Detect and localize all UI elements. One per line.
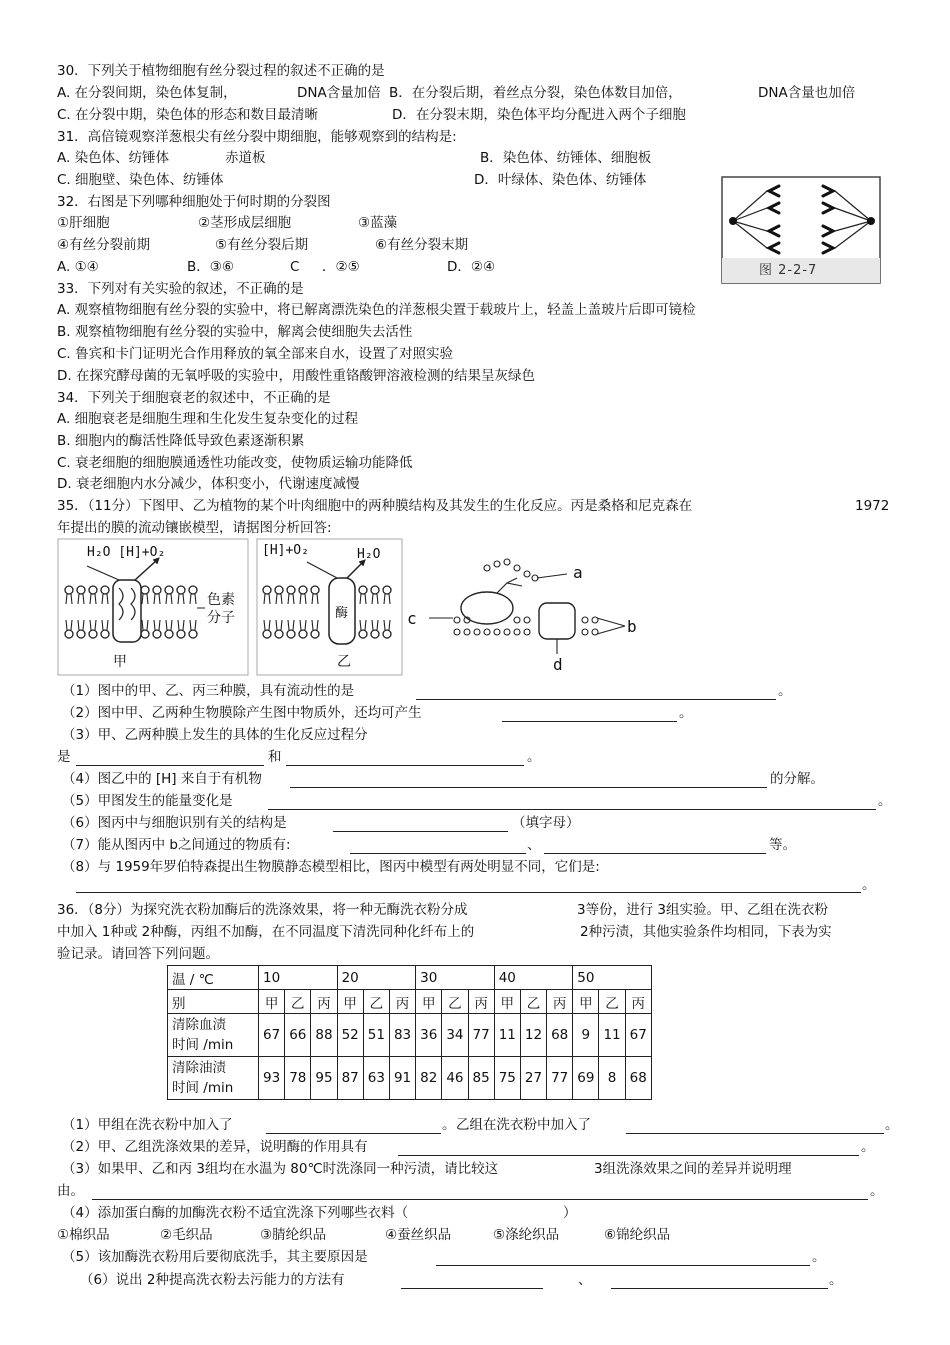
table-row (168, 990, 652, 1014)
close-paren: ） (563, 1205, 577, 1221)
table-cell: 丙 (389, 990, 415, 1014)
q34-option-b: B. 细胞内的酶活性降低导致色素逐渐积累 (57, 433, 305, 449)
spindle-figure (721, 176, 881, 284)
table-cell: 甲 (337, 990, 363, 1014)
q33-option-c: C. 鲁宾和卡门证明光合作用释放的氧全部来自水，设置了对照实验 (57, 346, 454, 362)
answer-blank[interactable] (611, 1288, 828, 1289)
answer-blank[interactable] (502, 721, 677, 722)
q36-sub1: （1）甲组在洗衣粉中加入了 (62, 1117, 233, 1133)
fabric-option: ②毛织品 (160, 1227, 213, 1243)
table-cell: 46 (442, 1057, 468, 1100)
q35-sub3: （3）甲、乙两种膜上发生的具体的生化反应过程分 (62, 727, 368, 743)
answer-blank[interactable] (401, 1288, 543, 1289)
table-header-cell: 温 / ℃ (168, 966, 259, 990)
period: 。 (778, 683, 792, 699)
table-cell: 67 (625, 1014, 651, 1057)
table-header-cell: 20 (337, 966, 416, 990)
table-row (168, 1057, 652, 1100)
q36-sub4: （4）添加蛋白酶的加酶洗衣粉不适宜洗涤下列哪些衣料（ (62, 1205, 409, 1221)
q31-option-a: A. 染色体、纺锤体 (57, 150, 170, 166)
pigment-label-1: 色素 (207, 592, 235, 608)
q31-stem: 31．高倍镜观察洋葱根尖有丝分裂中期细胞，能够观察到的结构是: (57, 129, 457, 145)
q30-option-b-cont: DNA含量也加倍 (758, 85, 856, 101)
table-cell: 11 (494, 1014, 520, 1057)
period: 。 (829, 1272, 843, 1288)
q36-stem-line2-cont: 2种污渍，其他实验条件均相同，下表为实 (580, 924, 832, 940)
label-c: c (407, 609, 417, 628)
q30-option-c: C. 在分裂中期，染色体的形态和数目最清晰 (57, 107, 319, 123)
period: 。 (862, 877, 876, 893)
table-cell: 丙 (311, 990, 337, 1014)
pigment-label-2: 分子 (207, 610, 235, 626)
q33-option-a: A. 观察植物细胞有丝分裂的实验中，将已解离漂洗染色的洋葱根尖置于载玻片上，轻盖上盖玻片后即可镜检 (57, 302, 696, 318)
q32-option-d: D．②④ (447, 259, 496, 275)
experiment-table (167, 965, 652, 1100)
q30-option-a-cont: DNA含量加倍 (297, 85, 381, 101)
table-cell: 78 (285, 1057, 311, 1100)
yi-top-label-2: H₂O (357, 547, 381, 562)
q32-item-2: ②茎形成层细胞 (198, 215, 292, 231)
answer-blank[interactable] (416, 699, 776, 700)
answer-blank[interactable] (76, 892, 861, 893)
q35-sub3-cont: 是 (57, 749, 71, 765)
period: 。 (885, 1117, 899, 1133)
table-cell: 8 (599, 1057, 625, 1100)
fabric-option: ④蚕丝织品 (385, 1227, 452, 1243)
table-cell: 68 (625, 1057, 651, 1100)
answer-blank[interactable] (286, 765, 524, 766)
fabric-option: ⑥锦纶织品 (604, 1227, 671, 1243)
period: 。 (878, 793, 892, 809)
q36-stem-line2: 中加入 1种或 2种酶，丙组不加酶，在不同温度下清洗同种化纤布上的 (57, 924, 475, 940)
yi-label: 乙 (337, 654, 351, 670)
row-label-line2: 时间 /min (172, 1080, 234, 1096)
q35-sub2: （2）图中甲、乙两种生物膜除产生图中物质外，还均可产生 (62, 705, 422, 721)
answer-blank[interactable] (266, 1133, 441, 1134)
enzyme-label: 酶 (335, 606, 349, 621)
q32-item-6: ⑥有丝分裂末期 (375, 237, 469, 253)
table-cell: 34 (442, 1014, 468, 1057)
table-cell: 乙 (285, 990, 311, 1014)
table-cell: 66 (285, 1014, 311, 1057)
q31-option-b: B．染色体、纺锤体、细胞板 (480, 150, 652, 166)
table-cell: 甲 (416, 990, 442, 1014)
table-cell: 91 (389, 1057, 415, 1100)
table-cell: 12 (520, 1014, 546, 1057)
jia-label: 甲 (113, 654, 127, 670)
q33-option-b: B. 观察植物细胞有丝分裂的实验中，解离会使细胞失去活性 (57, 324, 413, 340)
q32-item-5: ⑤有丝分裂后期 (215, 237, 309, 253)
answer-blank[interactable] (398, 1155, 859, 1156)
answer-blank[interactable] (626, 1133, 884, 1134)
row-label (168, 1057, 259, 1100)
table-cell: 63 (363, 1057, 389, 1100)
table-cell: 丙 (547, 990, 573, 1014)
fabric-option: ③腈纶织品 (260, 1227, 327, 1243)
q34-option-c: C. 衰老细胞的细胞膜通透性功能改变，使物质运输功能降低 (57, 455, 413, 471)
q36-sub2: （2）甲、乙组洗涤效果的差异，说明酶的作用具有 (62, 1139, 368, 1155)
table-cell: 11 (599, 1014, 625, 1057)
yi-top-label-1: [H]+O₂ (262, 543, 309, 558)
q36-sub3-end: 由。 (57, 1183, 84, 1199)
q32-item-1: ①肝细胞 (57, 215, 110, 231)
table-cell: 93 (259, 1057, 285, 1100)
answer-blank[interactable] (92, 1199, 868, 1200)
row-label-line2: 时间 /min (172, 1037, 234, 1053)
q33-stem: 33．下列对有关实验的叙述，不正确的是 (57, 281, 304, 297)
table-cell: 69 (573, 1057, 599, 1100)
table-cell: 67 (259, 1014, 285, 1057)
q36-sub5: （5）该加酶洗衣粉用后要彻底洗手，其主要原因是 (62, 1249, 368, 1265)
q30-stem: 30．下列关于植物细胞有丝分裂过程的叙述不正确的是 (57, 63, 385, 79)
q32-item-4: ④有丝分裂前期 (57, 237, 151, 253)
q32-item-3: ③蓝藻 (358, 215, 398, 231)
table-cell: 乙 (599, 990, 625, 1014)
jia-top-label: H₂O [H]+O₂ (87, 545, 166, 560)
label-d: d (553, 655, 563, 674)
table-cell: 52 (337, 1014, 363, 1057)
table-cell: 83 (389, 1014, 415, 1057)
table-header-cell: 50 (573, 966, 652, 990)
table-cell: 85 (468, 1057, 494, 1100)
figure-caption: 图 2-2-7 (759, 263, 818, 278)
sub7-end: 等。 (769, 837, 796, 853)
q35-sub6: （6）图丙中与细胞识别有关的结构是 (62, 815, 287, 831)
table-cell: 88 (311, 1014, 337, 1057)
table-header-cell: 别 (168, 990, 259, 1014)
table-cell: 甲 (573, 990, 599, 1014)
period: 。 (812, 1249, 826, 1265)
q35-sub1: （1）图中的甲、乙、丙三种膜，具有流动性的是 (62, 683, 355, 699)
table-cell: 乙 (442, 990, 468, 1014)
label-a: a (573, 563, 583, 582)
sub4-end: 的分解。 (770, 771, 824, 787)
q32-option-a: A. ①④ (57, 259, 99, 275)
answer-blank[interactable] (544, 853, 766, 854)
table-cell: 77 (547, 1057, 573, 1100)
table-cell: 75 (494, 1057, 520, 1100)
table-cell: 51 (363, 1014, 389, 1057)
period: 。 (527, 749, 541, 765)
table-cell: 87 (337, 1057, 363, 1100)
answer-blank[interactable] (268, 809, 876, 810)
q30-option-b: B．在分裂后期，着丝点分裂，染色体数目加倍， (389, 85, 682, 101)
table-row (168, 1014, 652, 1057)
table-cell: 甲 (494, 990, 520, 1014)
answer-blank[interactable] (350, 853, 526, 854)
table-cell: 乙 (520, 990, 546, 1014)
q32-option-b: B．③⑥ (187, 259, 234, 275)
q36-sub3: （3）如果甲、乙和丙 3组均在水温为 80℃时洗涤同一种污渍，请比较这 (62, 1161, 499, 1177)
and-label: 和 (268, 749, 282, 765)
membrane-figure (57, 538, 647, 678)
table-header-cell: 40 (494, 966, 573, 990)
q36-stem-cont: 3等份，进行 3组实验。甲、乙组在洗衣粉 (577, 902, 828, 918)
table-cell: 27 (520, 1057, 546, 1100)
fabric-option: ①棉织品 (57, 1227, 110, 1243)
fabric-option: ⑤涤纶织品 (493, 1227, 560, 1243)
table-cell: 82 (416, 1057, 442, 1100)
q36-sub3-cont: 3组洗涤效果之间的差异并说明理 (594, 1161, 792, 1177)
row-label (168, 1014, 259, 1057)
separator: 、 (527, 837, 541, 853)
table-cell: 9 (573, 1014, 599, 1057)
table-row (168, 966, 652, 990)
q30-option-d: D．在分裂末期，染色体平均分配进入两个子细胞 (392, 107, 686, 123)
q31-option-c: C. 细胞壁、染色体、纺锤体 (57, 172, 224, 188)
period: 。 (442, 1117, 456, 1133)
q35-sub8: （8）与 1959年罗伯特森提出生物膜静态模型相比，图丙中模型有两处明显不同，它们是: (62, 859, 600, 875)
table-cell: 36 (416, 1014, 442, 1057)
table-cell: 77 (468, 1014, 494, 1057)
row-label-line1: 清除油渍 (172, 1060, 226, 1076)
q35-sub4: （4）图乙中的 [H] 来自于有机物 (62, 771, 262, 787)
table-cell: 68 (547, 1014, 573, 1057)
table-header-cell: 10 (259, 966, 338, 990)
q33-option-d: D. 在探究酵母菌的无氧呼吸的实验中，用酸性重铬酸钾溶液检测的结果呈灰绿色 (57, 368, 535, 384)
q34-stem: 34．下列关于细胞衰老的叙述中，不正确的是 (57, 390, 331, 406)
answer-blank[interactable] (290, 787, 767, 788)
q35-stem-year: 1972 (855, 498, 890, 514)
q36-sub1-cont: 乙组在洗衣粉中加入了 (456, 1117, 591, 1133)
answer-blank[interactable] (436, 1265, 810, 1266)
table-cell: 丙 (625, 990, 651, 1014)
q32-option-c: C (290, 259, 300, 275)
table-header-cell: 30 (416, 966, 495, 990)
q35-stem-cont: 年提出的膜的流动镶嵌模型，请据图分析回答: (57, 520, 332, 536)
q36-stem: 36．（8分）为探究洗衣粉加酶后的洗涤效果，将一种无酶洗衣粉分成 (57, 902, 468, 918)
row-label-line1: 清除血渍 (172, 1017, 226, 1033)
period: 。 (861, 1139, 875, 1155)
label-b: b (627, 617, 637, 636)
q35-sub5: （5）甲图发生的能量变化是 (62, 793, 233, 809)
separator: 、 (578, 1272, 592, 1288)
table-cell: 95 (311, 1057, 337, 1100)
q35-stem: 35．（11分）下图甲、乙为植物的某个叶肉细胞中的两种膜结构及其发生的生化反应。丙是桑格和尼克森在 (57, 498, 693, 514)
q35-sub7: （7）能从图丙中 b之间通过的物质有: (62, 837, 291, 853)
period: 。 (870, 1183, 884, 1199)
table-cell: 乙 (363, 990, 389, 1014)
q34-option-d: D. 衰老细胞内水分减少，体积变小，代谢速度减慢 (57, 476, 360, 492)
q36-stem-line3: 验记录。请回答下列问题。 (57, 946, 219, 962)
q36-sub6: （6）说出 2种提高洗衣粉去污能力的方法有 (80, 1272, 345, 1288)
period: 。 (679, 705, 693, 721)
q32-stem: 32．右图是下列哪种细胞处于何时期的分裂图 (57, 194, 331, 210)
q31-option-a-cont: 赤道板 (225, 150, 266, 166)
q31-option-d: D．叶绿体、染色体、纺锤体 (474, 172, 647, 188)
sub6-hint: （填字母） (512, 815, 580, 831)
answer-blank[interactable] (76, 765, 264, 766)
q34-option-a: A. 细胞衰老是细胞生理和生化发生复杂变化的过程 (57, 411, 359, 427)
answer-blank[interactable] (333, 831, 508, 832)
table-cell: 甲 (259, 990, 285, 1014)
q30-option-a: A. 在分裂间期，染色体复制， (57, 85, 237, 101)
table-cell: 丙 (468, 990, 494, 1014)
q32-option-c-cont: ．②⑤ (322, 259, 360, 275)
